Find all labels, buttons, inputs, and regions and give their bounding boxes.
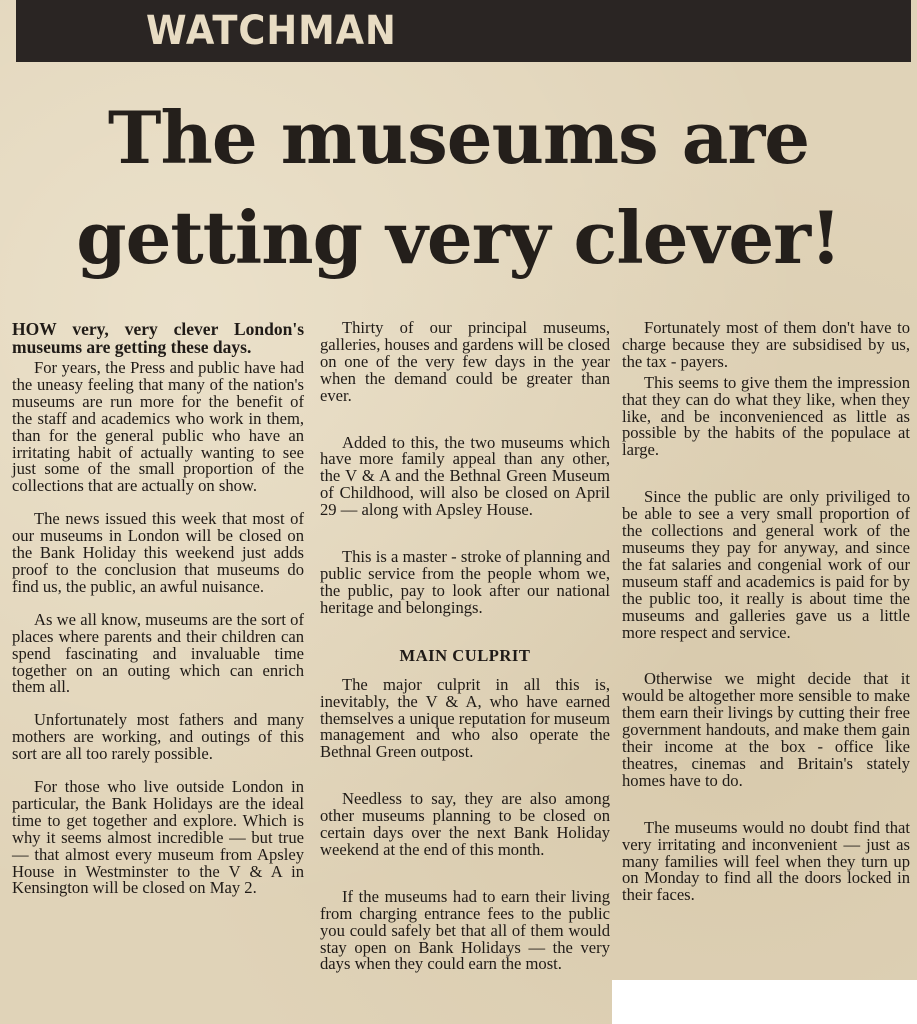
paragraph: Needless to say, they are also among other museums planning to be closed on certain days over the next Bank Holiday weekend at the end of this month. xyxy=(320,789,610,859)
paragraph: This is a master - stroke of planning and public service from the people whom we, the public, pay to look after our national heritage and belongings. xyxy=(320,547,610,617)
paragraph: If the museums had to earn their living from charging entrance fees to the public you could safely bet that all of them would stay open on Bank Holidays — the very days when they could earn the most. xyxy=(320,886,610,974)
lead-paragraph: HOW very, very clever London's museums are getting these days. xyxy=(12,319,304,357)
paragraph: Otherwise we might decide that it would be altogether more sensible to make them earn their livings by cutting their free government handouts, and make them gain their income at the box - office like theatres, cinemas and Britain's stately homes have to do. xyxy=(622,669,910,790)
article-column-1 xyxy=(12,320,304,913)
headline-line-1: The museums are xyxy=(107,95,810,180)
paragraph: Since the public are only priviliged to be able to see a very small proportion of the collections and general work of the museums they pay for anyway, and since the fat salaries and congenial work of our museum staff and academics is paid for by the public too, it really is about time the museums and galleries gave us a little more respect and service. xyxy=(622,487,910,642)
headline xyxy=(0,88,917,288)
paragraph: For those who live outside London in particular, the Bank Holidays are the ideal time to get together and explore. Which is why it seems almost incredible — but true — that almost every museum from Apsley House in Westminster to the V & A in Kensington will be closed on May 2. xyxy=(12,777,304,898)
paragraph: Fortunately most of them don't have to charge because they are subsidised by us, the tax - payers. xyxy=(622,318,910,371)
paragraph: The major culprit in all this is, inevitably, the V & A, who have earned themselves a unique reputation for museum management and who also operate the Bethnal Green outpost. xyxy=(320,674,610,762)
paragraph: This seems to give them the impression that they can do what they like, when they like, and be inconvenienced as little as possible by the habits of the populace at large. xyxy=(622,372,910,460)
masthead-label: WATCHMAN xyxy=(146,8,397,54)
paragraph: For years, the Press and public have had the uneasy feeling that many of the nation's museums are run more for the benefit of the staff and academics who work in them, than for the general public who have an irritating habit of actually wanting to see just some of the small proportion of the collections that are actually on show. xyxy=(12,358,304,496)
paragraph: The news issued this week that most of our museums in London will be closed on the Bank Holiday this weekend just adds proof to the conclusion that museums do find us, the public, an awful nuisance. xyxy=(12,509,304,596)
paragraph: As we all know, museums are the sort of places where parents and their children can spend fascinating and invaluable time together on an outing which can enrich them all. xyxy=(12,609,304,697)
paragraph: Added to this, the two museums which have more family appeal than any other, the V & A and the Bethnal Green Museum of Childhood, will also be closed on April 29 — along with Apsley House. xyxy=(320,432,610,520)
masthead-bar xyxy=(16,0,911,62)
blank-scan-area xyxy=(612,980,917,1024)
paragraph: The museums would no doubt find that very irritating and inconvenient — just as many families will feel when they turn up on Monday to find all the doors locked in their faces. xyxy=(622,817,910,905)
article-column-2 xyxy=(320,320,610,989)
article-column-3 xyxy=(622,320,910,920)
paragraph: Thirty of our principal museums, galleries, houses and gardens will be closed on one of the very few days in the year when the demand could be greater than ever. xyxy=(320,318,610,405)
headline-line-2: getting very clever! xyxy=(76,195,841,280)
paragraph: Unfortunately most fathers and many mothers are working, and outings of this sort are all too rarely possible. xyxy=(12,710,304,764)
subheading: MAIN CULPRIT xyxy=(399,645,531,665)
